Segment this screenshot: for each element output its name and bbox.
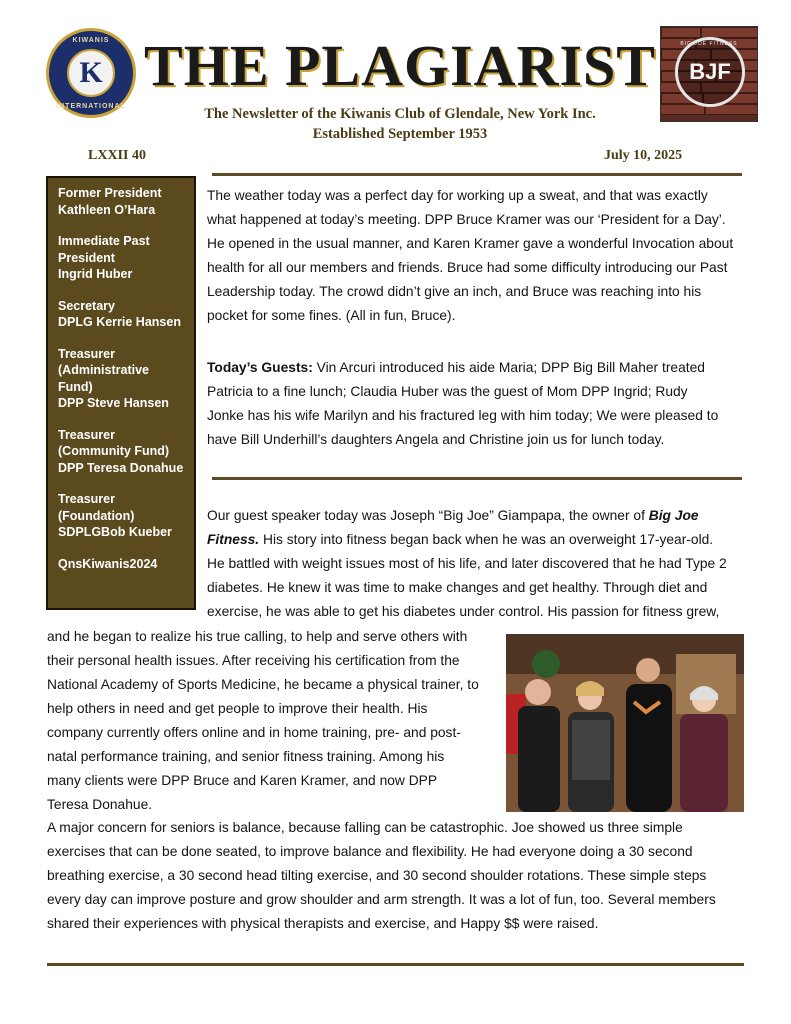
sidebar-line: (Community Fund)	[58, 444, 170, 458]
footer-divider	[47, 963, 744, 966]
sidebar-line: DPP Steve Hansen	[58, 396, 169, 410]
sidebar-line: Ingrid Huber	[58, 267, 133, 281]
sidebar-officer-block	[58, 491, 186, 541]
balance-line: breathing exercise, a 30 second head tilting exercise, and 30 second shoulder rotations. These simple steps	[47, 868, 707, 883]
sidebar-officer-block	[58, 185, 186, 218]
sidebar-line: Treasurer	[58, 346, 115, 361]
kiwanis-logo-icon	[46, 28, 136, 118]
sidebar-officer-block	[58, 233, 186, 283]
intro-line: pocket for some fines. (All in fun, Bruce).	[207, 308, 456, 323]
balance-paragraph	[47, 816, 747, 936]
officers-sidebar	[46, 176, 196, 610]
speaker-business-name: Big Joe	[648, 508, 699, 523]
intro-line: The weather today was a perfect day for working up a sweat, and that was exactly	[207, 188, 708, 203]
speaker-line: He battled with weight issues most of his life, and later discovered that he had Type 2	[207, 556, 727, 571]
newsletter-title: THE PLAGIARIST	[144, 33, 656, 98]
sidebar-line: (Foundation)	[58, 508, 135, 523]
section-divider	[212, 477, 742, 480]
guests-line: Jonke has his wife Marilyn and his fractured leg with him today; We were pleased to	[207, 408, 719, 423]
sidebar-officer-block	[58, 556, 186, 573]
speaker-paragraph	[207, 504, 759, 624]
speaker-business-name-2: Fitness.	[207, 532, 260, 547]
balance-line: every day can improve posture and grow shoulder and arm strength. It was a lot of fun, too. Several members	[47, 892, 716, 907]
balance-line: shared their experiences with physical therapists and exercise, and Happy $$ were raised.	[47, 916, 599, 931]
speaker-continued-line: help others in need and get people to improve their health. His	[47, 701, 428, 716]
sidebar-line: DPLG Kerrie Hansen	[58, 315, 181, 329]
group-photo-icon	[506, 634, 744, 812]
intro-line: health for all our members and friends. Bruce had some difficulty introducing our Past	[207, 260, 728, 275]
speaker-continued-paragraph	[47, 625, 502, 817]
sidebar-officer-block	[58, 427, 186, 477]
sidebar-line: Treasurer	[58, 492, 115, 506]
guests-line: Patricia to a fine lunch; Claudia Huber was the guest of Mom DPP Ingrid; Rudy	[207, 384, 688, 399]
guests-label: Today’s Guests:	[207, 360, 313, 375]
logo-bottom-text: INTERNATIONAL	[56, 103, 126, 110]
balance-line: exercises that can be done seated, to improve balance and flexibility. He had everyone doing a 30 second	[47, 844, 693, 859]
logo-letter: K	[79, 56, 103, 89]
newsletter-subtitle	[150, 104, 650, 144]
sidebar-officer-block	[58, 346, 186, 412]
balance-line: A major concern for seniors is balance, because falling can be catastrophic. Joe showed us three simple	[47, 820, 683, 835]
speaker-continued-line: natal performance training, and senior fitness training. Among his	[47, 749, 445, 764]
sidebar-line: Treasurer	[58, 427, 115, 442]
sidebar-line: (Administrative	[58, 363, 149, 377]
speaker-continued-line: company currently offers online and in home training, pre- and post-	[47, 725, 461, 740]
issue-date: July 10, 2025	[604, 148, 683, 163]
speaker-line: diabetes. He knew it was time to make changes and get healthy. Through diet and	[207, 580, 708, 595]
issue-number: LXXII 40	[88, 148, 146, 163]
intro-line: Leadership today. The crowd didn’t give an inch, and Bruce was reaching into his	[207, 284, 702, 299]
sidebar-officer-block	[58, 298, 186, 331]
sidebar-line: Secretary	[58, 298, 115, 313]
subtitle-line-2: Established September 1953	[312, 126, 488, 142]
sidebar-line: QnsKiwanis2024	[58, 556, 158, 571]
big-joe-fitness-logo-icon	[660, 26, 758, 122]
sidebar-line: SDPLGBob Kueber	[58, 525, 172, 539]
logo-top-text: KIWANIS	[72, 37, 110, 44]
logo-letters: BJF	[689, 59, 731, 84]
sidebar-line: Immediate Past	[58, 234, 150, 248]
sidebar-line: Kathleen O’Hara	[58, 202, 156, 217]
speaker-line: Our guest speaker today was Joseph “Big Joe” Giampapa, the owner of	[207, 508, 649, 523]
speaker-continued-line: and he began to realize his true calling, to help and serve others with	[47, 629, 468, 644]
speaker-continued-line: many clients were DPP Bruce and Karen Kramer, and now DPP	[47, 773, 438, 788]
intro-paragraph	[207, 184, 759, 328]
guests-line: Vin Arcuri introduced his aide Maria; DPP Big Bill Maher treated	[312, 360, 705, 375]
guests-line: have Bill Underhill’s daughters Angela and Christine join us for lunch today.	[207, 432, 665, 447]
speaker-continued-line: Teresa Donahue.	[47, 797, 153, 812]
speaker-continued-line: National Academy of Sports Medicine, he became a physical trainer, to	[47, 677, 479, 692]
speaker-continued-line: their personal health issues. After receiving his certification from the	[47, 653, 460, 668]
speaker-line: His story into fitness began back when he was an overweight 17-year-old.	[259, 532, 714, 547]
sidebar-line: Fund)	[58, 379, 93, 394]
intro-line: what happened at today’s meeting. DPP Bruce Kramer was our ‘President for a Day’.	[207, 212, 726, 227]
guests-paragraph	[207, 356, 759, 452]
logo-right-top-text: BIG JOE FITNESS	[680, 41, 738, 47]
header-divider	[212, 173, 742, 176]
sidebar-line: President	[58, 250, 115, 265]
sidebar-line: DPP Teresa Donahue	[58, 460, 184, 475]
subtitle-line-1: The Newsletter of the Kiwanis Club of Glendale, New York Inc.	[204, 106, 596, 122]
intro-line: He opened in the usual manner, and Karen Kramer gave a wonderful Invocation about	[207, 236, 734, 251]
sidebar-line: Former President	[58, 186, 162, 200]
speaker-line: exercise, he was able to get his diabetes under control. His passion for fitness grew,	[207, 604, 720, 619]
